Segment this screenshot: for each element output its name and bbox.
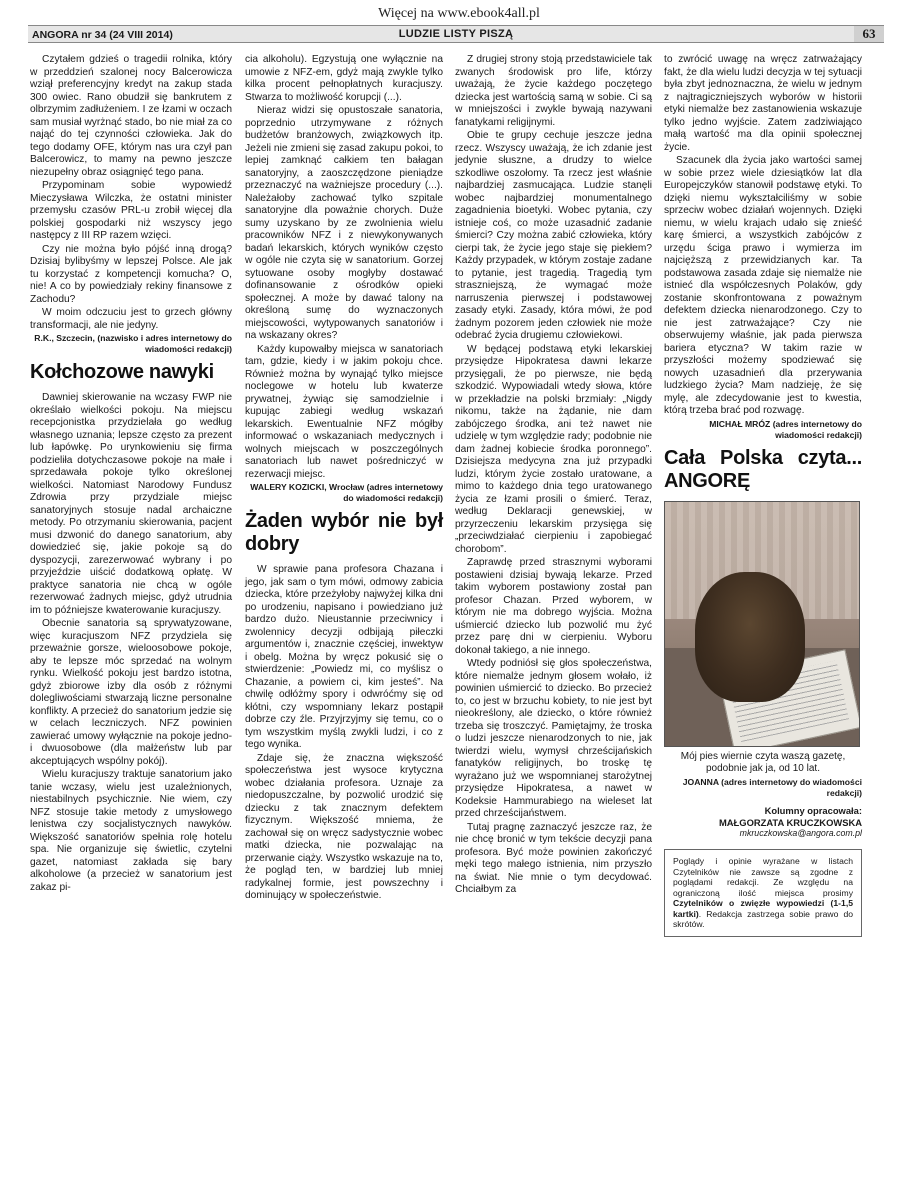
column-4 bbox=[664, 54, 862, 937]
letter-signature: JOANNA (adres internetowy do wiadomości redakcji) bbox=[682, 776, 862, 798]
notice-emphasis: Czytelników o zwięzłe wypowiedzi (1-1,5 kartki) bbox=[673, 898, 853, 919]
paragraph: Szacunek dla życia jako wartości samej w sobie przez wiele dziesiątków lat dla Europejczyków stanowił podstawę etyki. To dzięki niemu wykształciliśmy w sobie sprzeciw wobec działań wojennych. Dzięki niemu, w wielu krajach udało się znieść karę śmierci, a wszystkich zabójców z urzędu ściga prawo i wymierza im najcięższą z przewidzianych kar. Ta podstawowa zasada zdaje się niemalże nie istnieć dla współczesnych Polaków, gdy zostanie skonfrontowana z poważnym defektem dziecka nienarodzonego. Czy to nie jest zatrważające? Czy nie obserwujemy właśnie, jak pada pierwsza bariera etyczna? W takim razie w przyszłości możemy spodziewać się nowych uzasadnień dla przerywania ludzkiego życia? Mam nadzieję, że się mylę, ale zdecydowanie jest to kwestia, którą trzeba brać pod rozwagę. bbox=[664, 155, 862, 416]
paragraph: Dawniej skierowanie na wczasy FWP nie określało wielkości pokoju. Na miejscu recepcjonistka przydzielała go według własnego uznania; lepsze często za prezent lub łapówkę. Po urynkowieniu się firma podzieliła dotychczasowe pokoje na małe i sprzedawała pokoje tylko określonej wielkości. Natomiast Narodowy Fundusz Zdrowia przy przydziale miejsc sanatoryjnych stosuje nadal archaiczne metody. Po otrzymaniu skierowania, pacjent musi dzwonić do danego sanatorium, aby dowiedzieć się, jakie pokoje są do dyspozycji, zarezerwować wybrany i po przyjeździe uiścić dodatkową opłatę. W praktyce sanatoria nie chcą w ogóle rezerwować żadnych miejsc, gdyż utrudnia im to późniejsze kwaterowanie kuracjuszy. bbox=[30, 392, 232, 616]
paragraph: Zdaje się, że znaczna większość społeczeństwa jest wysoce krytyczna wobec działania profesora. Uznaje za niedopuszczalne, by pozwolić urodzić się dziecku z tak znacznym defektem fizycznym. Większość mniema, że zachował się on wręcz sadystycznie wobec matki dziecka, nie pozwalając na przerwanie ciąży. Wszystko wskazuje na to, że pogląd ten, w bardziej lub mniej radykalnej formie, jest powszechny i dominujący w społeczeństwie. bbox=[245, 752, 443, 901]
page-header bbox=[28, 25, 884, 43]
paragraph: Przypominam sobie wypowiedź Mieczysława Wilczka, że ostatni minister przemysłu czasów PRL-u zrobił więcej dla polskiej gospodarki niż wszyscy jego następcy z III RP razem wzięci. bbox=[30, 180, 232, 241]
paragraph: cia alkoholu). Egzystują one wyłącznie na umowie z NFZ-em, gdyż mają zwykle tylko kilka procent pełnopłatnych kuracjuszy. Stwarza to możliwość korupcji (...). bbox=[245, 54, 443, 103]
paragraph: to zwrócić uwagę na wręcz zatrważający fakt, że dla wielu ludzi decyzja w tej sytuacji była zbyt jednoznaczna, że wielu w jednym z najtragiczniejszych wyborów w historii etyki niemalże bez zastanowienia wskazuje tylko jedno wyjście. Zatem zadziwiająco małą wartość ma dla opinii społecznej życie. bbox=[664, 54, 862, 153]
paragraph: W będącej podstawą etyki lekarskiej przysiędze Hipokratesa dawni lekarze przysięgali, że po pierwsze, nie będą szkodzić. Wypowiadali wtedy słowa, które w przekładzie na polski brzmiały: „Nigdy nikomu, także na żądanie, nie dam zabójczego środka, ani też nawet nie udzielę w tym względzie rady; podobnie nie dam żadnej kobiecie środka poronnego”. Dzisiejsza medycyna zna już przypadki ludzi, którym życie zostało uratowane, a mimo to każdego dnia tego uratowanego życia ze łzami prosili o śmierć. Teraz, według Deklaracji genewskiej, w przyrzeczeniu lekarskim przysięga się „przeciwdziałać cierpieniu i zapobiegać chorobom”. bbox=[455, 343, 652, 555]
notice-text-end: . Redakcja zastrzega sobie prawo do skrótów. bbox=[673, 908, 853, 929]
paragraph: Czy nie można było pójść inną drogą? Dzisiaj bylibyśmy w lepszej Polsce. Ale jak tu korzystać z kompetencji komucha? O, nie! A co by powiedziały rekiny finansowe z Zachodu? bbox=[30, 243, 232, 305]
paragraph: Wtedy podniósł się głos społeczeństwa, które niemalże jednym głosem wołało, iż powinien uśmiercić to dziecko. Bo przecież to, co jest w brzuchu kobiety, to nie jest byt nieokreślony, ale dziecko, o które również trzeba się troszczyć. Pamiętajmy, że troska o ludzi jeszcze nienarodzonych to nie, jak twierdzi wielu, wymysł chrześcijańskich fanatyków religijnych, bo troskę tę wyrażano już we wspomnianej starożytnej przysiędze Hipokratesa, a nawet w Kodeksie Hammurabiego na wieleset lat przed chrześcijaństwem. bbox=[455, 658, 652, 819]
issue-label: ANGORA nr 34 (24 VIII 2014) bbox=[32, 29, 173, 41]
paragraph: Wielu kuracjuszy traktuje sanatorium jako tanie wczasy, wielu jest uzależnionych, niestabilnych psychicznie. Nie wiem, czy NFZ stosuje takie metody z umysłowego lenistwa czy socjalistycznych nawyków. Większość sanatoriów spełnia rolę hotelu spa. Nie organizuje się świetlic, czytelni gazet, natomiast zakłada się bary alkoholowe (a przecież w sanatorium jest zakaz pi- bbox=[30, 769, 232, 893]
paragraph: Zaprawdę przed strasznymi wyborami postawieni dzisiaj bywają lekarze. Przed takim wyborem postawiony został pan profesor Chazan. Przed wyborem, w którym nie ma dobrego wyjścia. Można uśmiercić dziecko lub pozwolić mu żyć przez parę dni w cierpieniu. Wyboru dokonał takiego, a nie innego. bbox=[455, 557, 652, 656]
letter-signature: R.K., Szczecin, (nazwisko i adres internetowy do wiadomości redakcji) bbox=[34, 333, 232, 354]
article-heading: Cała Polska czyta... ANGORĘ bbox=[664, 446, 862, 492]
column-3 bbox=[455, 54, 652, 898]
credit-name: MAŁGORZATA KRUCZKOWSKA bbox=[718, 817, 862, 828]
paragraph: Z drugiej strony stoją przedstawiciele tak zwanych środowisk pro life, którzy uważają, że życie każdego poczętego dziecka jest wartością samą w sobie. Ci są w mniejszości i zwykle bywają nazywani fanatykami religijnymi. bbox=[455, 54, 652, 128]
paragraph: Czytałem gdzieś o tragedii rolnika, który w przeddzień szalonej nocy Balcerowicza wziął preferencyjny kredyt na zakup stada 300 owiec. Rano obudził się bankrutem z olbrzymim zadłużeniem. I ze łzami w oczach sam musiał wyrżnąć stado, bo nie miał za co nająć do tej czynności człowieka. Jak do tego dodamy OFE, którym nas ura czył pan Balcerowicz, to mamy na pewno jeszcze niezupełny obraz osiągnięć tego pana. bbox=[30, 54, 232, 178]
paragraph: Nieraz widzi się opustoszałe sanatoria, poprzednio utrzymywane z różnych budżetów branżowych, związkowych itp. Jeżeli nie zmieni się zasad zakupu pokoi, to lepiej zamknąć całkiem ten bałagan sanatoryjny, a zaoszczędzone pieniądze przeznaczyć na ważniejsze procedury (...). Należałoby zachować tylko szpitale sanatoryjne dla poważnie chorych. Duże sumy uzyskano by ze zwolnienia wielu pracowników NFZ i z niewykonywanych badań lekarskich, których wyników często w ogóle nie czyta się w sanatorium. Gorzej sytuowane osoby mogłyby dostawać dofinansowanie z ośrodków opieki społecznej. A może by dawać talony na określoną sumę do wyznaczonych miejscowości, wytypowanych sanatoriów i na wskazany okres? bbox=[245, 105, 443, 341]
photo-caption: Mój pies wiernie czyta waszą gazetę, podobnie jak ja, od 10 lat. bbox=[680, 750, 846, 774]
credit-email: mkruczkowska@angora.com.pl bbox=[739, 828, 862, 838]
article-heading: Żaden wybór nie był dobry bbox=[245, 510, 443, 555]
paragraph: W moim odczuciu jest to grzech główny transformacji, ale nie jedyny. bbox=[30, 307, 232, 331]
dog-reading-photo bbox=[664, 501, 860, 747]
credit-label: Kolumny opracowała: bbox=[764, 804, 862, 816]
paragraph: W sprawie pana profesora Chazana i jego, jak sam o tym mówi, odmowy zabicia dziecka, które przeżyłoby najwyżej kilka dni po urodzeniu, napisano i powiedziano już bardzo dużo. Nieustannie przeciwnicy i zwolennicy decyzji odbijają piłeczki argumentów i, znacznie częściej, inwektyw i obelg. Można by wręcz pokusić się o stwierdzenie: „Powiedz mi, co myślisz o Chazanie, a powiem ci, kim jesteś”. Na chwilę odłóżmy spory i odwróćmy się od kłótni, czy wspomniany lekarz postąpił dobrze czy źle. Przyjrzyjmy się temu, co o tym wszystkim myślą zwykli ludzi, i co z tego wynika. bbox=[245, 564, 443, 750]
paragraph: Każdy kupowałby miejsca w sanatoriach tam, gdzie, kiedy i w jakim pokoju chce. Również można by wynająć tylko miejsce noclegowe w hotelu lub kwaterze prywatnej, żywiąc się samodzielnie i kupując zabiegi według wskazań lekarskich. Ewentualnie NFZ mógłby informować o wskazaniach medycznych i wolnych miejscach w poszczególnych sanatoriach lub nawet pośredniczyć w rezerwacji miejsc. bbox=[245, 343, 443, 480]
watermark: Więcej na www.ebook4all.pl bbox=[378, 6, 540, 21]
page-number: 63 bbox=[854, 26, 884, 42]
column-2 bbox=[245, 54, 443, 904]
editorial-notice bbox=[664, 849, 862, 937]
notice-text: Poglądy i opinie wyrażane w listach Czytelników nie zawsze są zgodne z poglądami redakcji. Ze względu na ograniczoną ilość miejsca prosimy bbox=[673, 856, 853, 898]
paragraph: Tutaj pragnę zaznaczyć jeszcze raz, że nie chcę bronić w tym tekście decyzji pana profesora. Być może powinien zakończyć męki tego małego istnienia, nim przyszło na świat. Nie mnie o tym decydować. Chciałbym za bbox=[455, 821, 652, 895]
letter-signature: WALERY KOZICKI, Wrocław (adres internetowy do wiadomości redakcji) bbox=[250, 482, 443, 503]
section-title: LUDZIE LISTY PISZĄ bbox=[398, 28, 514, 40]
column-1 bbox=[30, 54, 232, 895]
article-heading: Kołchozowe nawyki bbox=[30, 361, 214, 383]
letter-signature: MICHAŁ MRÓZ (adres internetowy do wiadomości redakcji) bbox=[709, 418, 862, 440]
paragraph: Obie te grupy cechuje jeszcze jedna rzecz. Wszyscy uważają, że ich zdanie jest jedynie słuszne, a drudzy to wielce szkodliwe oszołomy. Ta rzecz jest właśnie najbardziej zasmucająca. Ludzie stanęli wobec najbardziej monumentalnego zagadnienia bioetyki. Wobec pytania, czy istnieje coś, co może uzasadnić zadanie śmierci? Czy można zabić człowieka, który cierpi tak, że życie jego staje się piekłem? Każdy przypadek, w którym zostaje zadane to pytanie, jest tragedią. Tragedią tym straszniejszą, że wymagać może narruszenia pierwszej i podstawowej zasady etyki. Zasady, która mówi, że pod żadnym pozorem jeden człowiek nie może odebrać życia drugiemu człowiekowi. bbox=[455, 130, 652, 341]
paragraph: Obecnie sanatoria są sprywatyzowane, więc kuracjuszom NFZ przydziela się przeważnie gorsze, wieloosobowe pokoje, aby te lepsze móc sprzedać na wolnym rynku. Wielkość pokoju jest bardzo istotna, gdyż zbiorowe izby dla osób z różnymi dolegliwościami stwarzają liczne personalne konflikty. A przecież do sanatorium jedzie się w celach leczniczych. NFZ powinien zawierać umowy wyłącznie na pokoje jedno- i dwuosobowe (dla małżeństw lub par akceptujących wspólny pokój). bbox=[30, 618, 232, 767]
